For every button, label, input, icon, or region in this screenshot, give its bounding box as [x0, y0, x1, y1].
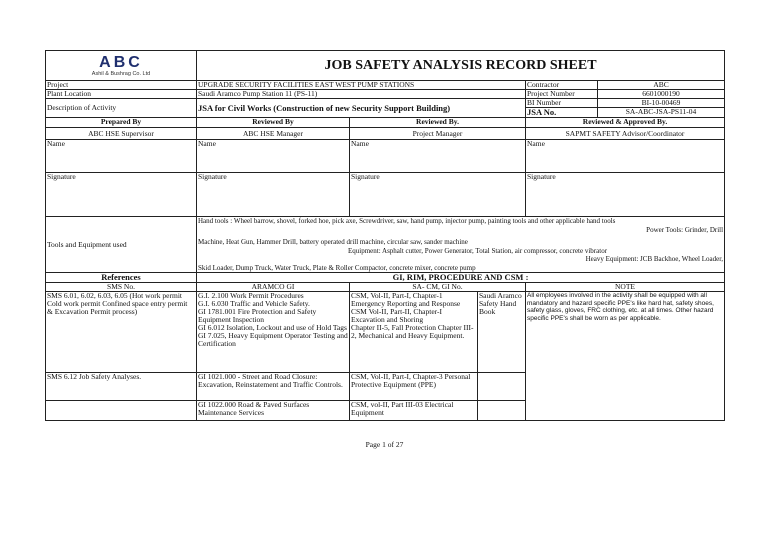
- tools-line-3: Machine, Heat Gun, Hammer Drill, battery operated drill machine, circular saw, sander machine: [198, 238, 468, 246]
- bi-number-value: BI-10-00469: [598, 99, 725, 108]
- role-project-manager: Project Manager: [350, 128, 526, 140]
- activity-label: Description of Activity: [46, 99, 197, 118]
- references-label: References: [46, 273, 197, 283]
- empty-cell: [478, 401, 526, 421]
- tools-label: Tools and Equipment used: [46, 217, 197, 273]
- logo-cell: [46, 51, 197, 81]
- role-hse-supervisor: ABC HSE Supervisor: [46, 128, 197, 140]
- ppe-note: All employees involved in the activity shall be equipped with all mandatory and hazard specific PPE's like hard hat, safety shoes, safety glass, gloves, FRC clothing, etc. at all times. Other hazard specific PPE's shall be worn as per applicable.: [526, 292, 725, 421]
- tools-list: [197, 217, 725, 273]
- prepared-by-header: Prepared By: [46, 118, 197, 128]
- empty-cell: [478, 373, 526, 401]
- name-field-2[interactable]: Name: [197, 140, 350, 173]
- signature-field-1[interactable]: Signature: [46, 173, 197, 217]
- jsa-record-sheet: [45, 50, 724, 452]
- role-safety-advisor: SAPMT SAFETY Advisor/Coordinator: [526, 128, 725, 140]
- company-logo: ABC: [99, 53, 143, 71]
- project-label: Project: [46, 81, 197, 90]
- page-title: JOB SAFETY ANALYSIS RECORD SHEET: [197, 51, 725, 81]
- plant-location-label: Plant Location: [46, 90, 197, 99]
- name-field-1[interactable]: Name: [46, 140, 197, 173]
- name-field-3[interactable]: Name: [350, 140, 526, 173]
- role-hse-manager: ABC HSE Manager: [197, 128, 350, 140]
- col-note: NOTE: [526, 283, 725, 292]
- csm-ref-1: CSM, Vol-II, Part-I, Chapter-1 Emergency Reporting and Response CSM Vol-II, Part-II, Chapter-I Excavation and Shoring Chapter II-5, Fall Protection Chapter III-2, Mechanical and Heavy Equipment.: [350, 292, 478, 373]
- jsa-no-label: JSA No.: [526, 108, 598, 118]
- reviewed-by-header: Reviewed By: [197, 118, 350, 128]
- sms-ref-2: SMS 6.12 Job Safety Analyses.: [46, 373, 197, 401]
- bi-number-label: BI Number: [526, 99, 598, 108]
- project-number-label: Project Number: [526, 90, 598, 99]
- plant-location-value: Saudi Aramco Pump Station 11 (PS-11): [197, 90, 526, 99]
- project-number-value: 6601000190: [598, 90, 725, 99]
- jsa-no-value: SA-ABC-JSA-PS11-04: [598, 108, 725, 118]
- project-value: UPGRADE SECURITY FACILITIES EAST WEST PUMP STATIONS: [197, 81, 526, 90]
- activity-value: JSA for Civil Works (Construction of new Security Support Building): [197, 99, 526, 118]
- handbook-ref: Saudi Aramco Safety Hand Book: [478, 292, 526, 373]
- csm-ref-3: CSM, vol-II, Part III-03 Electrical Equipment: [350, 401, 478, 421]
- company-name: Ashil & Bushrag Co. Ltd: [91, 70, 151, 77]
- empty-cell: [46, 401, 197, 421]
- col-sms-no: SMS No.: [46, 283, 197, 292]
- name-field-4[interactable]: Name: [526, 140, 725, 173]
- col-aramco-gi: ARAMCO GI: [197, 283, 350, 292]
- contractor-label: Contractor: [526, 81, 598, 90]
- signature-field-2[interactable]: Signature: [197, 173, 350, 217]
- reviewed-by-2-header: Reviewed By.: [350, 118, 526, 128]
- signature-field-4[interactable]: Signature: [526, 173, 725, 217]
- aramco-ref-1: G.I. 2.100 Work Permit Procedures G.I. 6.030 Traffic and Vehicle Safety. GI 1781.001 Fire Protection and Safety Equipment Inspection GI 6.012 Isolation, Lockout and use of Hold Tags GI 7.025, Heavy Equipment Operator Testing and Certification: [197, 292, 350, 373]
- tools-line-6: Skid Loader, Dump Truck, Water Truck, Plate & Roller Compactor, concrete mixer, concrete pump: [198, 263, 476, 272]
- sms-ref-1: SMS 6.01, 6.02, 6.03, 6.05 (Hot work permit Cold work permit Confined space entry permit & Excavation Permit process): [46, 292, 197, 373]
- col-csm-gi: SA- CM, GI No.: [350, 283, 526, 292]
- tools-line-5: Heavy Equipment: JCB Backhoe, Wheel Loader,: [585, 255, 724, 263]
- tools-line-1: Hand tools : Wheel barrow, shovel, forked hoe, pick axe, Screwdriver, saw, hand pump, injector pump, painting tools and other applicable hand tools: [198, 217, 616, 225]
- approved-by-header: Reviewed & Approved By.: [526, 118, 725, 128]
- page-footer: Page 1 of 27: [365, 440, 404, 449]
- csm-ref-2: CSM, Vol-II, Part-I, Chapter-3 Personal Protective Equipment (PPE): [350, 373, 478, 401]
- tools-line-2: Power Tools: Grinder, Drill: [646, 225, 724, 234]
- aramco-ref-3: GI 1022.000 Road & Paved Surfaces Maintenance Services: [197, 401, 350, 421]
- tools-line-4: Equipment: Asphalt cutter, Power Generator, Total Station, air compressor, concrete vibrator: [348, 246, 608, 255]
- signature-field-3[interactable]: Signature: [350, 173, 526, 217]
- contractor-value: ABC: [598, 81, 725, 90]
- aramco-ref-2: GI 1021.000 - Street and Road Closure: Excavation, Reinstatement and Traffic Controls.: [197, 373, 350, 401]
- references-section-title: GI, RIM, PROCEDURE AND CSM :: [197, 273, 725, 283]
